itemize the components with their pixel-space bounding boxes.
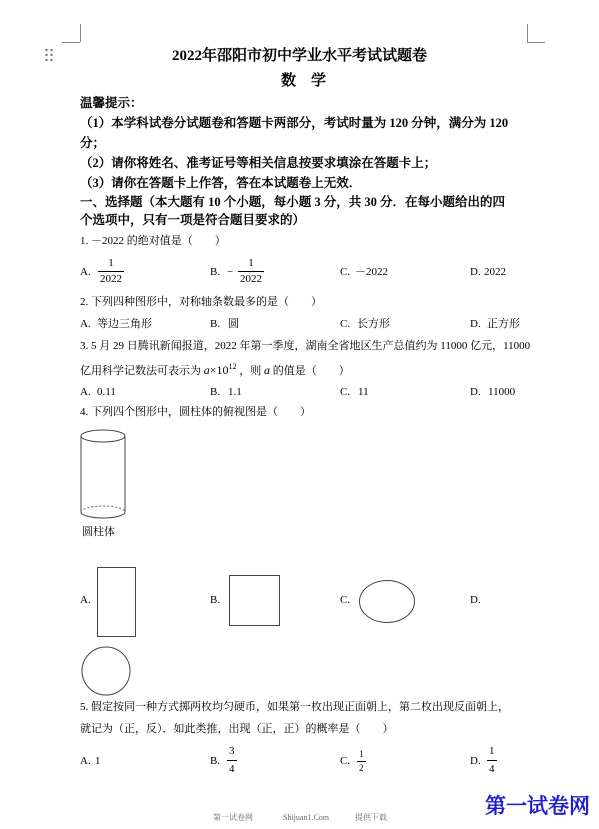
notice-line-2: （2）请你将姓名、准考证号等相关信息按要求填涂在答题卡上； <box>80 156 437 170</box>
q3-stem-text: ，则 <box>236 365 265 377</box>
q1-option-a-fraction <box>98 258 124 285</box>
q5-option-a-label: A. <box>80 755 91 767</box>
notice-line-1-cont: 分； <box>80 136 106 150</box>
q3-stem-line-1: 3. 5 月 29 日腾讯新闻报道，2022 年第一季度，湖南全省地区生产总值约为 11000 亿元，11000 <box>80 340 531 352</box>
q4-option-c-label: C. <box>340 594 351 606</box>
math-variable: a <box>264 363 271 377</box>
q4-option-b-square <box>229 575 281 627</box>
math-exponent: 12 <box>228 362 237 371</box>
q1-stem: 1. －2022 的绝对值是（ ） <box>80 235 226 247</box>
q4-option-d-label: D. <box>470 594 481 606</box>
q4-stem: 4. 下列四个图形中，圆柱体的俯视图是（ ） <box>80 406 311 418</box>
q3-option-b-label: B. <box>210 386 221 398</box>
q5-option-d-label: D. <box>470 755 481 767</box>
q2-option-b-label: B. <box>210 318 221 330</box>
watermark-logo-text: 第一试卷网 <box>485 794 590 818</box>
q4-option-b-label: B. <box>210 594 221 606</box>
fraction-denominator: 2 <box>359 763 364 773</box>
q3-option-d-label: D. <box>470 386 481 398</box>
section-heading-line-2: 个选项中，只有一项是符合题目要求的） <box>80 213 306 227</box>
notice-heading: 温馨提示： <box>80 96 143 110</box>
q4-option-c-ellipse <box>358 579 416 624</box>
fraction-numerator: 1 <box>108 257 114 269</box>
q3-option-d-text: 11000 <box>488 386 516 398</box>
q5-option-c-fraction <box>357 750 366 773</box>
q1-option-c-text: －2022 <box>355 266 388 278</box>
fraction-numerator: 1 <box>489 745 495 757</box>
fraction-numerator: 3 <box>229 745 235 757</box>
q3-option-b-text: 1.1 <box>228 386 242 398</box>
q3-stem-text: 亿用科学记数法可表示为 <box>80 365 204 377</box>
q3-stem-line-2 <box>80 363 350 377</box>
q4-option-a-rectangle <box>97 567 137 638</box>
fraction-numerator: 1 <box>359 749 364 759</box>
q1-option-d-text: 2022 <box>484 266 506 278</box>
q5-stem-line-2: 就记为（正，反）．如此类推，出现（正，正）的概率是（ ） <box>80 723 394 735</box>
q3-option-a-label: A. <box>80 386 91 398</box>
q2-option-a-text: 等边三角形 <box>97 318 152 330</box>
q1-option-c-label: C. <box>340 266 351 278</box>
q5-option-c-label: C. <box>340 755 351 767</box>
q5-stem-line-1: 5. 假定按同一种方式掷两枚均匀硬币，如果第一枚出现正面朝上，第二枚出现反面朝上， <box>80 701 509 713</box>
q2-option-d-label: D. <box>470 318 481 330</box>
q5-option-a-text: 1 <box>95 755 101 767</box>
crop-mark-top-left-vertical <box>80 24 81 42</box>
fraction-denominator: 4 <box>487 760 497 775</box>
fraction-numerator: 1 <box>248 257 254 269</box>
footer-download-note: 提供下载 <box>355 813 387 822</box>
exam-title: 2022年邵阳市初中学业水平考试试题卷 <box>171 48 427 64</box>
crop-mark-top-right-vertical <box>527 24 528 42</box>
q2-option-c-label: C. <box>340 318 351 330</box>
crop-mark-top-right-horizontal <box>527 42 545 43</box>
math-power-base: ×10 <box>209 363 229 377</box>
cylinder-label: 圆柱体 <box>82 526 115 538</box>
q1-option-a-label: A. <box>80 266 91 278</box>
q1-option-b-label: B. <box>210 266 221 278</box>
subject-title: 数 学 <box>280 73 326 89</box>
math-variable: a <box>203 363 210 377</box>
fraction-denominator: 2022 <box>100 273 122 285</box>
q1-option-d-label: D. <box>470 266 481 278</box>
notice-line-3: （3）请你在答题卡上作答，答在本试题卷上无效． <box>80 176 362 190</box>
q2-option-a-label: A. <box>80 318 91 330</box>
q2-option-d-text: 正方形 <box>487 318 520 330</box>
footer-site-domain: Shijuan1.Com <box>283 813 330 822</box>
q4-option-a-label: A. <box>80 594 91 606</box>
q1-option-b-sign: − <box>227 266 234 278</box>
q3-option-c-label: C. <box>340 386 351 398</box>
q2-option-c-text: 长方形 <box>357 318 390 330</box>
q3-option-c-text: 11 <box>358 386 369 398</box>
crop-mark-top-left-horizontal <box>62 42 80 43</box>
q5-option-d-fraction <box>487 746 497 775</box>
notice-line-1: （1）本学科试卷分试题卷和答题卡两部分，考试时量为 120 分钟，满分为 120 <box>80 116 509 130</box>
q3-stem-text: 的值是（ ） <box>270 365 350 377</box>
fraction-denominator: 4 <box>227 760 237 775</box>
q4-option-d-circle <box>81 646 131 696</box>
q1-option-b-fraction <box>238 258 264 285</box>
q2-option-b-text: 圆 <box>228 318 239 330</box>
cylinder-figure <box>79 428 127 522</box>
q2-stem: 2. 下列四种图形中，对称轴条数最多的是（ ） <box>80 296 322 308</box>
fraction-denominator: 2022 <box>240 273 262 285</box>
q5-option-b-fraction <box>227 746 237 775</box>
footer-site-name: 第一试卷网 <box>213 813 253 822</box>
section-heading-line-1: 一、选择题（本大题有 10 个小题，每小题 3 分，共 30 分．在每小题给出的四 <box>80 195 506 209</box>
q5-option-b-label: B. <box>210 755 221 767</box>
q3-option-a-text: 0.11 <box>97 386 116 398</box>
